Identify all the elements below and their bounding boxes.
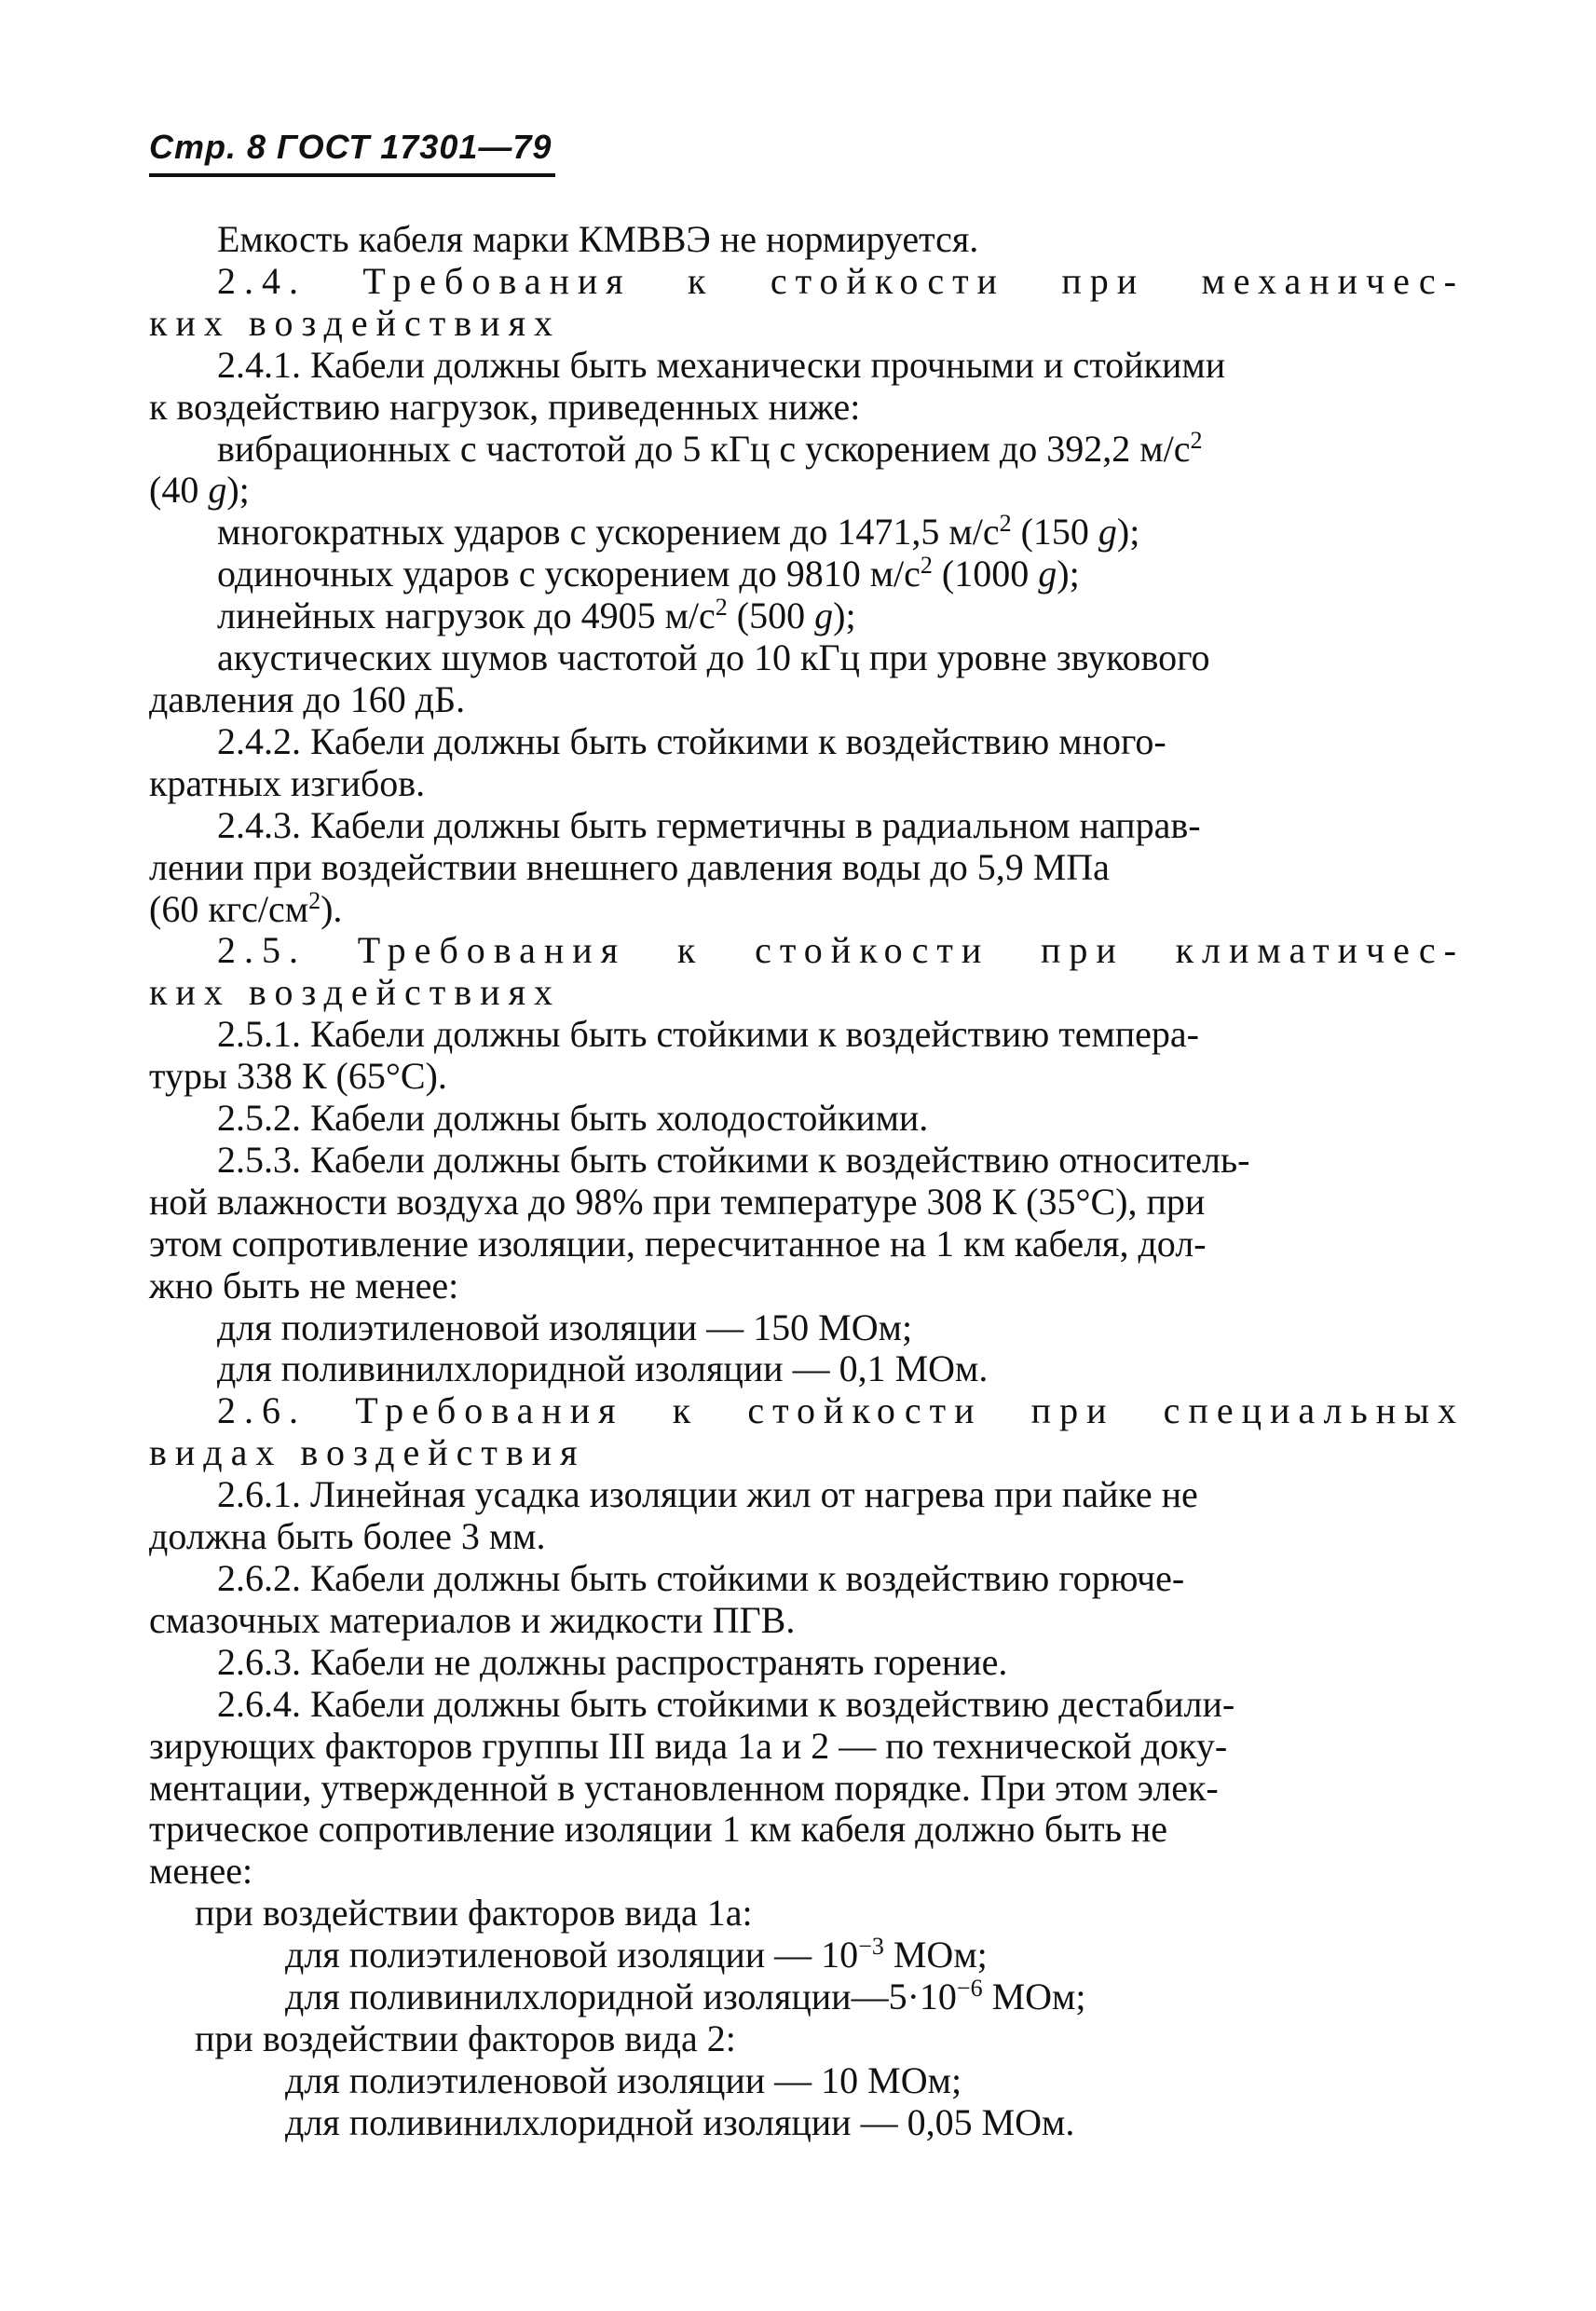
text-line: этом сопротивление изоляции, пересчитанное на 1 км кабеля, дол- [149,1222,1207,1265]
text-line: 2.6.2. Кабели должны быть стойкими к воздействию горюче- [217,1557,1185,1599]
text-line: менее: [149,1850,253,1893]
text-line: линейных нагрузок до 4905 $м/с^2$ (500 g); [217,594,856,637]
text-line: для поливинилхлоридной изоляции — 0,05 МОм. [285,2100,1075,2143]
text-line: вибрационных с частотой до 5 кГц с ускорением до 392,2 $м/с^2$ [217,426,1203,470]
section-heading-2-4-cont: ких воздействиях [149,301,561,344]
text-line: ментации, утвержденной в установленном порядке. При этом элек- [149,1766,1219,1809]
section-heading-2-6: 2.6. Требования к стойкости при специальных [217,1389,1465,1432]
text-line: при воздействии факторов вида 2: [195,2017,736,2059]
text-line: 2.4.2. Кабели должны быть стойкими к воздействию много- [217,719,1166,762]
text-line: ной влажности воздуха до 98% при температуре 308 К (35°С), при [149,1180,1206,1223]
text-line: 2.6.1. Линейная усадка изоляции жил от нагрева при пайке не [217,1473,1198,1516]
text-line: смазочных материалов и жидкости ПГВ. [149,1598,796,1641]
text-line: 2.5.2. Кабели должны быть холодостойкими. [217,1097,929,1140]
text-line: жно быть не менее: [149,1264,459,1306]
text-line: 2.4.3. Кабели должны быть герметичны в радиальном направ- [217,803,1201,846]
section-heading-2-5: 2.5. Требования к стойкости при климатичес- [217,929,1465,972]
text-line: 2.6.4. Кабели должны быть стойкими к воздействию дестабили- [217,1682,1235,1725]
section-heading-2-5-cont: ких воздействиях [149,971,561,1014]
text-line: (60 кгс/$см^2$). [149,886,343,930]
text-line: трическое сопротивление изоляции 1 км кабеля должно быть не [149,1808,1168,1851]
text-line: зирующих факторов группы III вида 1а и 2 — по технической доку- [149,1724,1228,1767]
text-line: для полиэтиленовой изоляции — 10 МОм; [285,2058,962,2101]
text-line: (40 g); [149,469,250,512]
text-line: для полиэтиленовой изоляции — 150 МОм; [217,1306,913,1348]
text-line: акустических шумов частотой до 10 кГц при уровне звукового [217,636,1210,679]
text-line: для поливинилхлоридной $изоляции—5\cdot 10^{-6}$ МОм; [285,1975,1086,2018]
text-line: 2.5.1. Кабели должны быть стойкими к воздействию темпера- [217,1013,1200,1056]
text-line: должна быть более 3 мм. [149,1515,546,1558]
text-line: 2.5.3. Кабели должны быть стойкими к воздействию относитель- [217,1138,1250,1181]
text-line: многократных ударов с ускорением до 1471,5 $м/с^2$ (150 g); [217,510,1140,554]
text-line: для поливинилхлоридной изоляции — 0,1 МОм. [217,1347,989,1390]
text-line: туры 338 К (65°С). [149,1055,447,1098]
text-line: 2.4.1. Кабели должны быть механически прочными и стойкими [217,343,1226,386]
text-line: лении при воздействии внешнего давления воды до 5,9 МПа [149,845,1110,888]
text-line: при воздействии факторов вида 1а: [195,1892,753,1935]
text-line: Емкость кабеля марки КМВВЭ не нормируется. [217,218,979,260]
text-line: для полиэтиленовой изоляции — $10^{-3}$ МОм; [285,1933,988,1976]
text-line: кратных изгибов. [149,761,426,804]
text-line: 2.6.3. Кабели не должны распространять горение. [217,1640,1008,1683]
section-heading-2-4: 2.4. Требования к стойкости при механичес- [217,259,1465,302]
text-line: к воздействию нагрузок, приведенных ниже: [149,385,861,428]
page-header [149,129,555,177]
document-body [149,219,1465,2144]
header-text: Стр. 8 ГОСТ 17301—79 [149,128,552,166]
text-line: одиночных ударов с ускорением до 9810 $м/с^2$ (1000 g); [217,552,1080,595]
text-line: давления до 160 дБ. [149,677,466,720]
section-heading-2-6-cont: видах воздействия [149,1431,586,1474]
